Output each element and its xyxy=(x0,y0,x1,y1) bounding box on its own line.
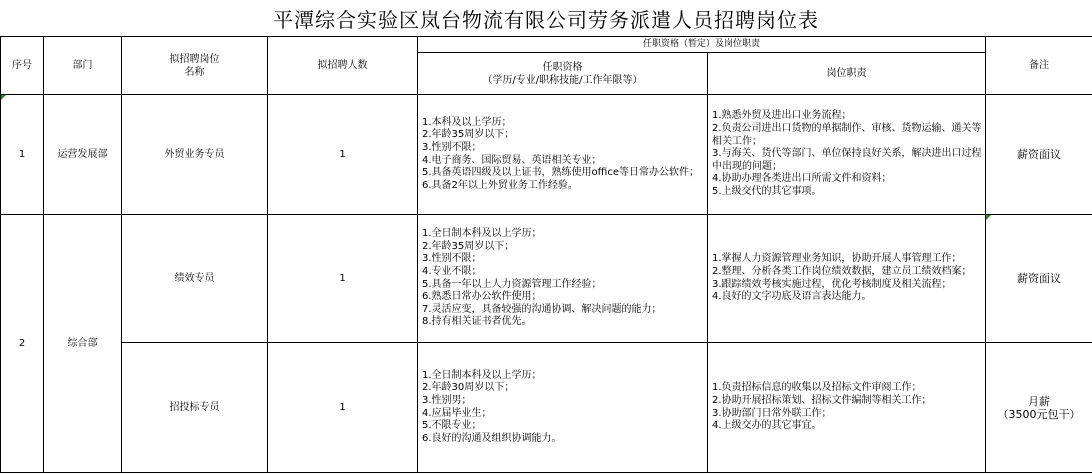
row-count: 1 xyxy=(268,343,418,473)
duty-item: 2.整理、分析各类工作岗位绩效数据，建立员工绩效档案； xyxy=(712,265,972,277)
qualification-item: 5.不限专业； xyxy=(422,420,482,432)
duty-item: 3.与海关、货代等部门、单位保持良好关系，解决进出口过程 xyxy=(712,148,982,160)
row-duties xyxy=(708,95,986,215)
header-dept: 部门 xyxy=(44,37,122,95)
row-count: 1 xyxy=(268,95,418,215)
duty-item: 1.负责招标信息的收集以及招标文件审阅工作； xyxy=(712,382,922,394)
table-row xyxy=(1,215,1092,343)
row-no: 2 xyxy=(1,215,44,473)
qualification-item: 4.专业不限； xyxy=(422,265,482,277)
positions-table xyxy=(0,36,1092,473)
header-position xyxy=(122,37,268,95)
duty-item: 相关工作； xyxy=(712,135,762,147)
header-qualifications xyxy=(418,53,708,95)
row-position: 绩效专员 xyxy=(122,215,268,343)
row-remarks xyxy=(986,343,1092,473)
qualification-item: 1.全日制本科及以上学历； xyxy=(422,228,542,240)
qualification-item: 4.应届毕业生； xyxy=(422,407,492,419)
header-qual-line2: （学历/专业/职称技能/工作年限等） xyxy=(482,74,643,86)
qualification-item: 7.灵活应变，具备较强的沟通协调、解决问题的能力； xyxy=(422,303,662,315)
row-remarks: 薪资面议 xyxy=(986,95,1092,215)
duty-item: 5.上级交代的其它事项。 xyxy=(712,185,822,197)
duty-item: 2.协助开展招标策划、招标文件编制等相关工作； xyxy=(712,394,932,406)
header-duties: 岗位职责 xyxy=(708,53,986,95)
row-duties xyxy=(708,343,986,473)
duty-item: 3.协助部门日常外联工作； xyxy=(712,407,832,419)
row-dept: 综合部 xyxy=(44,215,122,473)
duty-item: 3.跟踪绩效考核实施过程，优化考核制度及相关流程； xyxy=(712,278,952,290)
header-no: 序号 xyxy=(1,37,44,95)
qualification-item: 2.年龄30周岁以下； xyxy=(422,382,515,394)
qualification-item: 6.良好的沟通及组织协调能力。 xyxy=(422,432,562,444)
duty-item: 4.上级交办的其它事宜。 xyxy=(712,420,822,432)
header-remarks: 备注 xyxy=(986,37,1092,95)
qualification-item: 5.具备英语四级及以上证书，熟练使用office等日常办公软件； xyxy=(422,167,699,179)
duty-item: 4.良好的文字功底及语言表达能力。 xyxy=(712,291,872,303)
duty-item: 1.掌握人力资源管理业务知识，协助开展人事管理工作； xyxy=(712,253,962,265)
row-count: 1 xyxy=(268,215,418,343)
qualification-item: 3.性别不限； xyxy=(422,141,482,153)
duty-item: 4.协助办理各类进出口所需文件和资料； xyxy=(712,173,892,185)
qualification-item: 5.具备一年以上人力资源管理工作经验； xyxy=(422,278,602,290)
row-dept: 运营发展部 xyxy=(44,95,122,215)
row-qualifications xyxy=(418,343,708,473)
qualification-item: 1.全日制本科及以上学历； xyxy=(422,369,542,381)
header-count: 拟招聘人数 xyxy=(268,37,418,95)
duty-item: 1.熟悉外贸及进出口业务流程； xyxy=(712,110,852,122)
row-position: 外贸业务专员 xyxy=(122,95,268,215)
row-qualifications xyxy=(418,95,708,215)
remarks-line: （3500元包干） xyxy=(997,407,1081,421)
header-group: 任职资格（暂定）及岗位职责 xyxy=(418,37,986,53)
header-position-line2: 名称 xyxy=(184,66,205,78)
duty-item: 2.负责公司进出口货物的单据制作、审核、货物运输、通关等 xyxy=(712,123,982,135)
duty-item: 中出现的问题； xyxy=(712,160,782,172)
row-remarks: 薪资面议 xyxy=(986,215,1092,343)
qualification-item: 8.持有相关证书者优先。 xyxy=(422,316,532,328)
table-row xyxy=(1,95,1092,215)
qualification-item: 2.年龄35周岁以下； xyxy=(422,129,515,141)
qualification-item: 3.性别男； xyxy=(422,394,472,406)
header-qual-line1: 任职资格 xyxy=(542,61,583,73)
header-position-line1: 拟招聘岗位 xyxy=(169,53,220,65)
qualification-item: 4.电子商务、国际贸易、英语相关专业； xyxy=(422,154,602,166)
remarks-line: 月薪 xyxy=(1028,394,1051,408)
row-qualifications xyxy=(418,215,708,343)
qualification-item: 3.性别不限； xyxy=(422,253,482,265)
qualification-item: 1.本科及以上学历； xyxy=(422,116,512,128)
qualification-item: 6.熟悉日常办公软件使用； xyxy=(422,291,542,303)
sheet-title: 平潭综合实验区岚台物流有限公司劳务派遣人员招聘岗位表 xyxy=(0,0,1092,37)
row-position: 招投标专员 xyxy=(122,343,268,473)
qualification-item: 6.具备2年以上外贸业务工作经验。 xyxy=(422,179,578,191)
row-no: 1 xyxy=(1,95,44,215)
table-row xyxy=(1,343,1092,473)
qualification-item: 2.年龄35周岁以下； xyxy=(422,240,515,252)
row-duties xyxy=(708,215,986,343)
